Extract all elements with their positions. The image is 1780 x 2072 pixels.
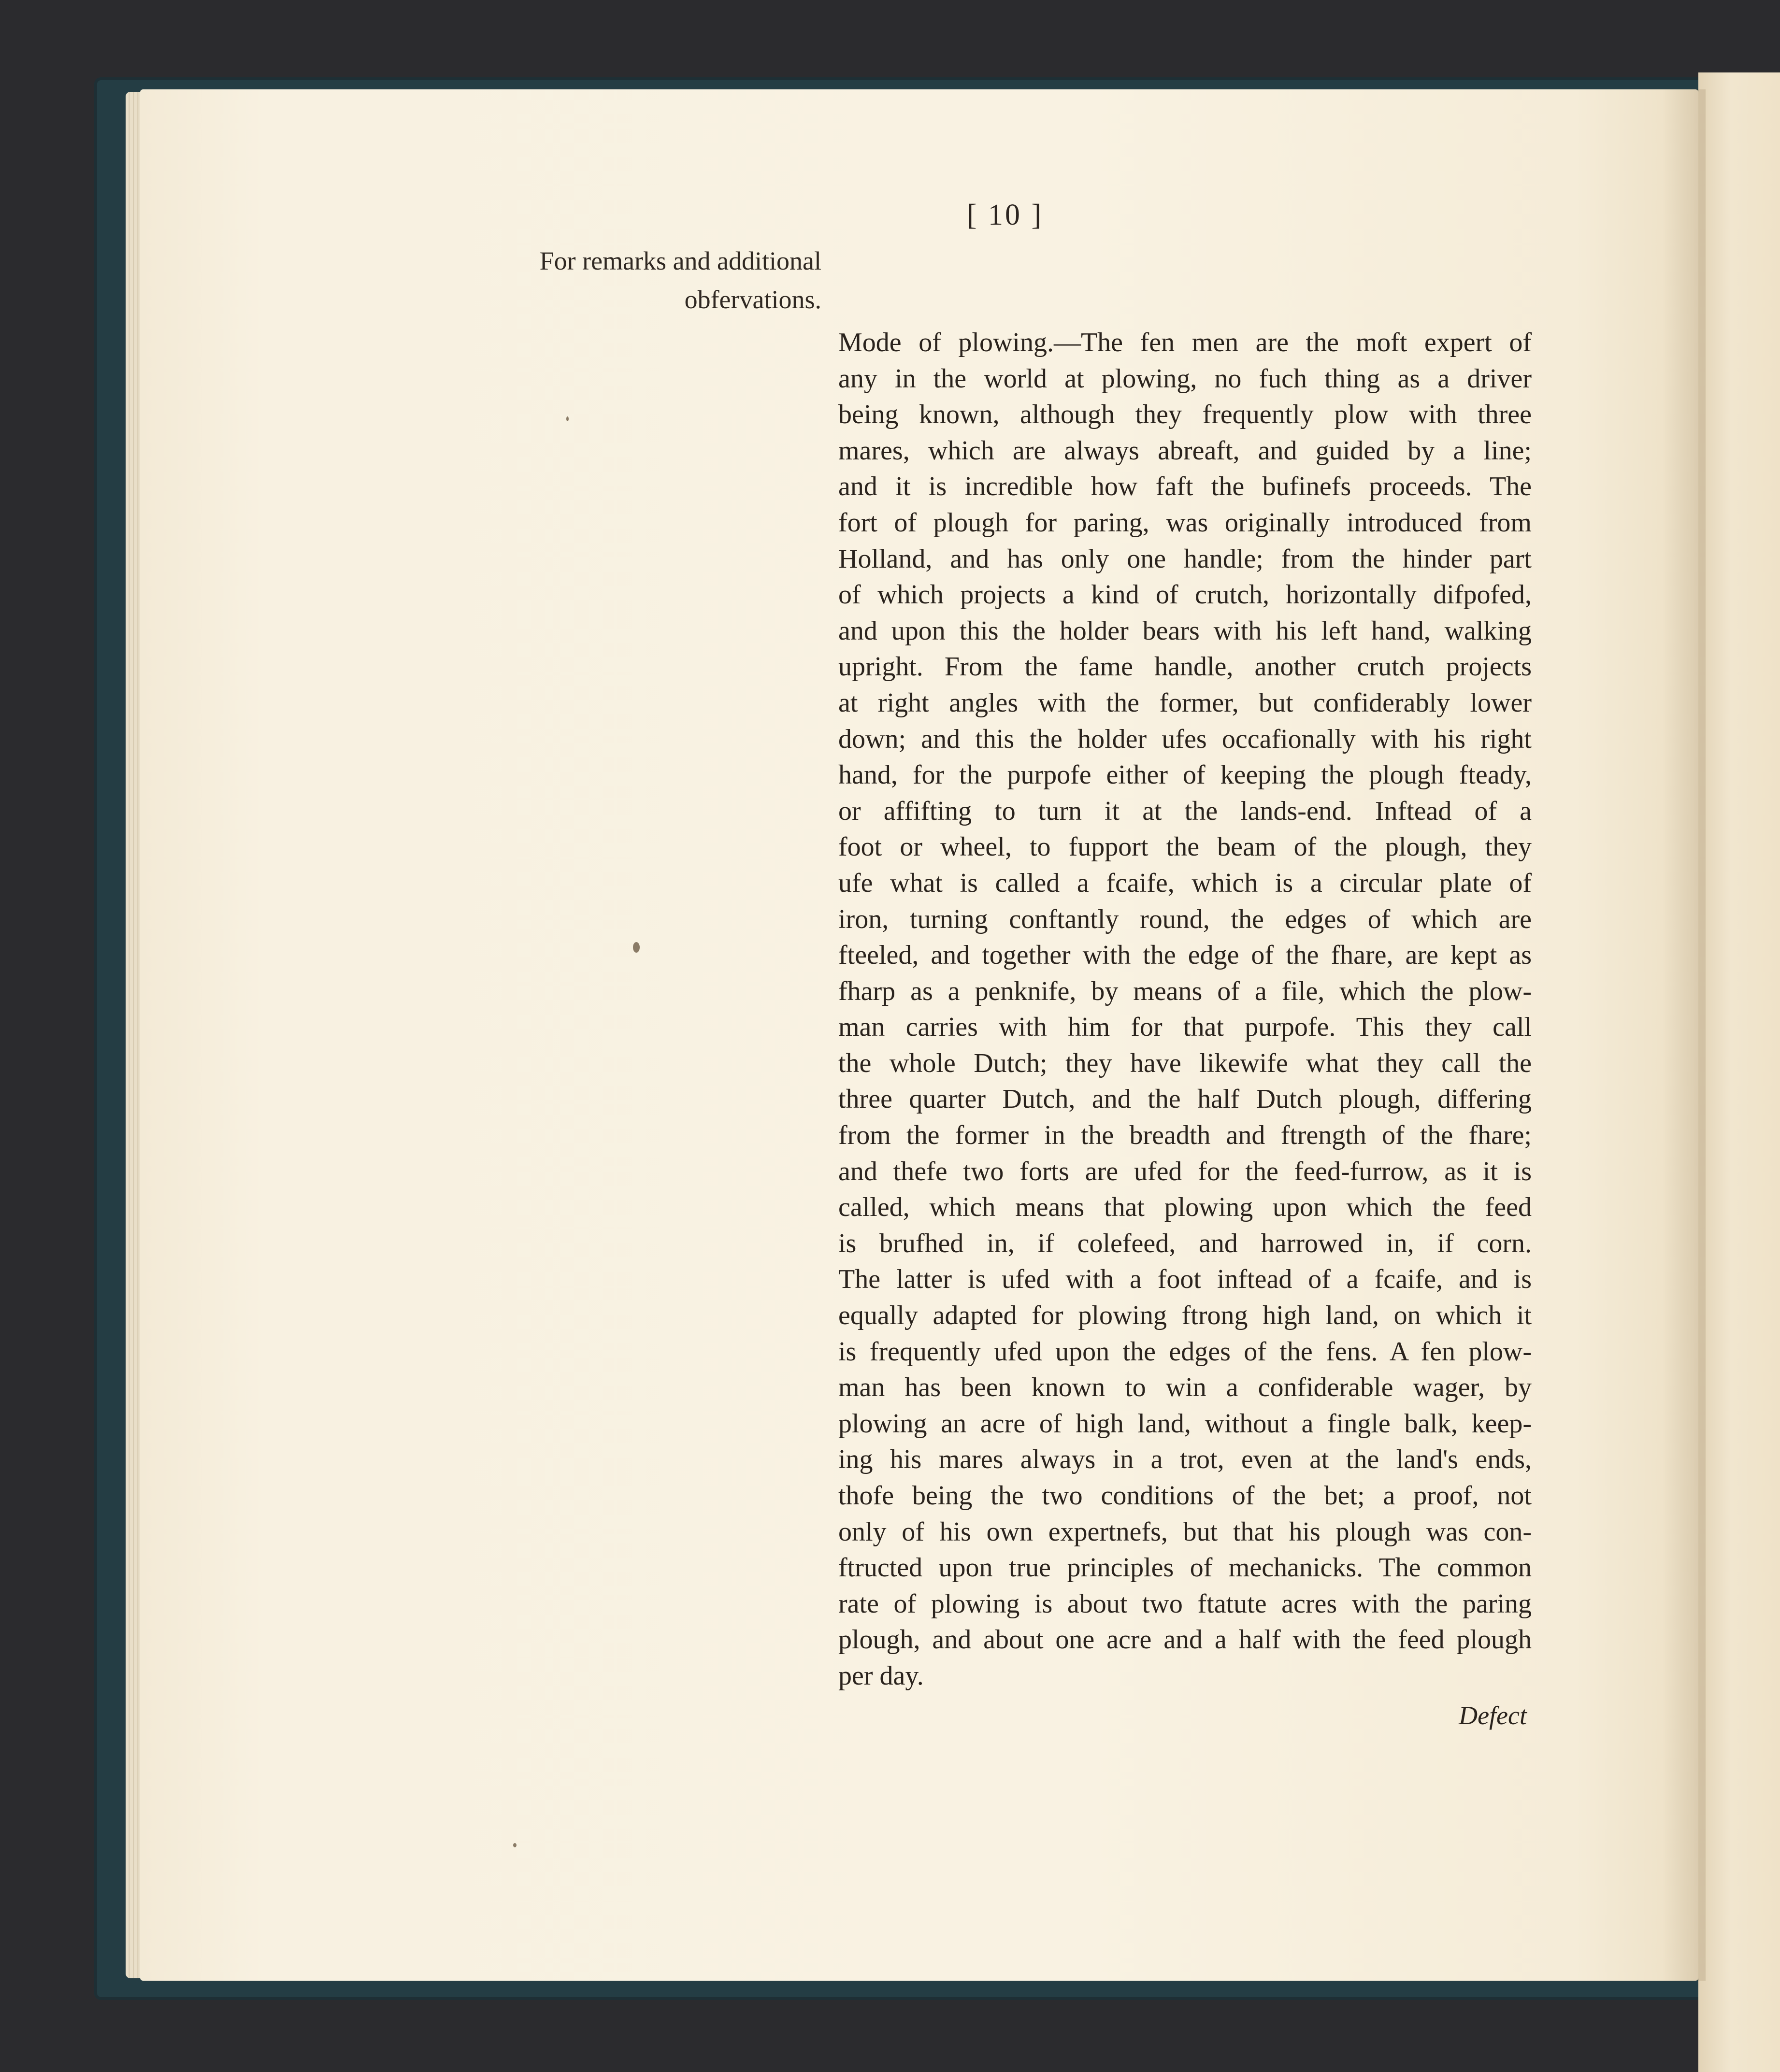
text-line: fteeled, and together with the edge of the fhare, are kept as [838,940,1532,971]
text-line: man has been known to win a confiderable wager, by [838,1372,1532,1403]
text-line: and it is incredible how faft the bufinefs proceeds. The [838,472,1532,502]
text-line: of which projects a kind of crutch, horizontally difpofed, [838,580,1532,610]
text-line: is brufhed in, if colefeed, and harrowed in, if corn. [838,1228,1532,1258]
text-line: being known, although they frequently plow with three [838,400,1532,430]
text-line: mares, which are always abreaft, and guided by a line; [838,435,1532,466]
text-line: per day. [838,1660,924,1691]
facing-page-edge [1698,72,1780,2072]
page-number: [ 10 ] [966,199,1044,231]
text-line: upright. From the fame handle, another crutch projects [838,652,1532,682]
paper-speck [633,942,640,953]
margin-note [454,242,821,319]
text-line: fharp as a penknife, by means of a file, which the plow- [838,976,1532,1006]
text-line: Holland, and has only one handle; from the hinder part [838,543,1532,574]
paper-speck [513,1843,517,1847]
text-line: equally adapted for plowing ftrong high land, on which it [838,1300,1532,1331]
gutter-shadow [1662,89,1706,1981]
text-line: at right angles with the former, but confiderably lower [838,687,1532,718]
text-line: plowing an acre of high land, without a fingle balk, keep- [838,1408,1532,1439]
text-line: and thefe two forts are ufed for the feed-furrow, as it is [838,1156,1532,1186]
text-line: any in the world at plowing, no fuch thing as a driver [838,363,1532,394]
text-line: hand, for the purpofe either of keeping the plough fteady, [838,760,1532,790]
text-line: down; and this the holder ufes occafionally with his right [838,724,1532,754]
text-line: the whole Dutch; they have likewife what they call the [838,1048,1532,1078]
text-line: three quarter Dutch, and the half Dutch plough, differing [838,1084,1532,1115]
margin-note-line: For remarks and additional [539,246,821,275]
text-line: only of his own expertnefs, but that his plough was con- [838,1516,1532,1547]
text-line: foot or wheel, to fupport the beam of the plough, they [838,832,1532,862]
text-line: called, which means that plowing upon which the feed [838,1192,1532,1223]
text-line: man carries with him for that purpofe. This they call [838,1012,1532,1043]
text-line: thofe being the two conditions of the bet; a proof, not [838,1481,1532,1511]
text-line: is frequently ufed upon the edges of the fens. A fen plow- [838,1336,1532,1367]
text-line: fort of plough for paring, was originally introduced from [838,507,1532,538]
margin-note-line: obfervations. [684,285,821,314]
text-line: ftructed upon true principles of mechanicks. The common [838,1553,1532,1583]
text-line: ing his mares always in a trot, even at the land's ends, [838,1444,1532,1475]
text-line: iron, turning conftantly round, the edges of which are [838,904,1532,934]
catchword: Defect [1459,1701,1527,1730]
text-line: The latter is ufed with a foot inftead of a fcaife, and is [838,1264,1532,1295]
paper-speck [566,416,569,421]
text-line: rate of plowing is about two ftatute acres with the paring [838,1588,1532,1619]
text-line: from the former in the breadth and ftrength of the fhare; [838,1120,1532,1151]
text-line: and upon this the holder bears with his left hand, walking [838,615,1532,646]
text-line: or affifting to turn it at the lands-end. Inftead of a [838,796,1532,826]
text-line: ufe what is called a fcaife, which is a circular plate of [838,868,1532,898]
text-line: plough, and about one acre and a half with the feed plough [838,1625,1532,1655]
text-line: Mode of plowing.—The fen men are the moft expert of [838,328,1532,357]
body-text [838,325,1532,1694]
